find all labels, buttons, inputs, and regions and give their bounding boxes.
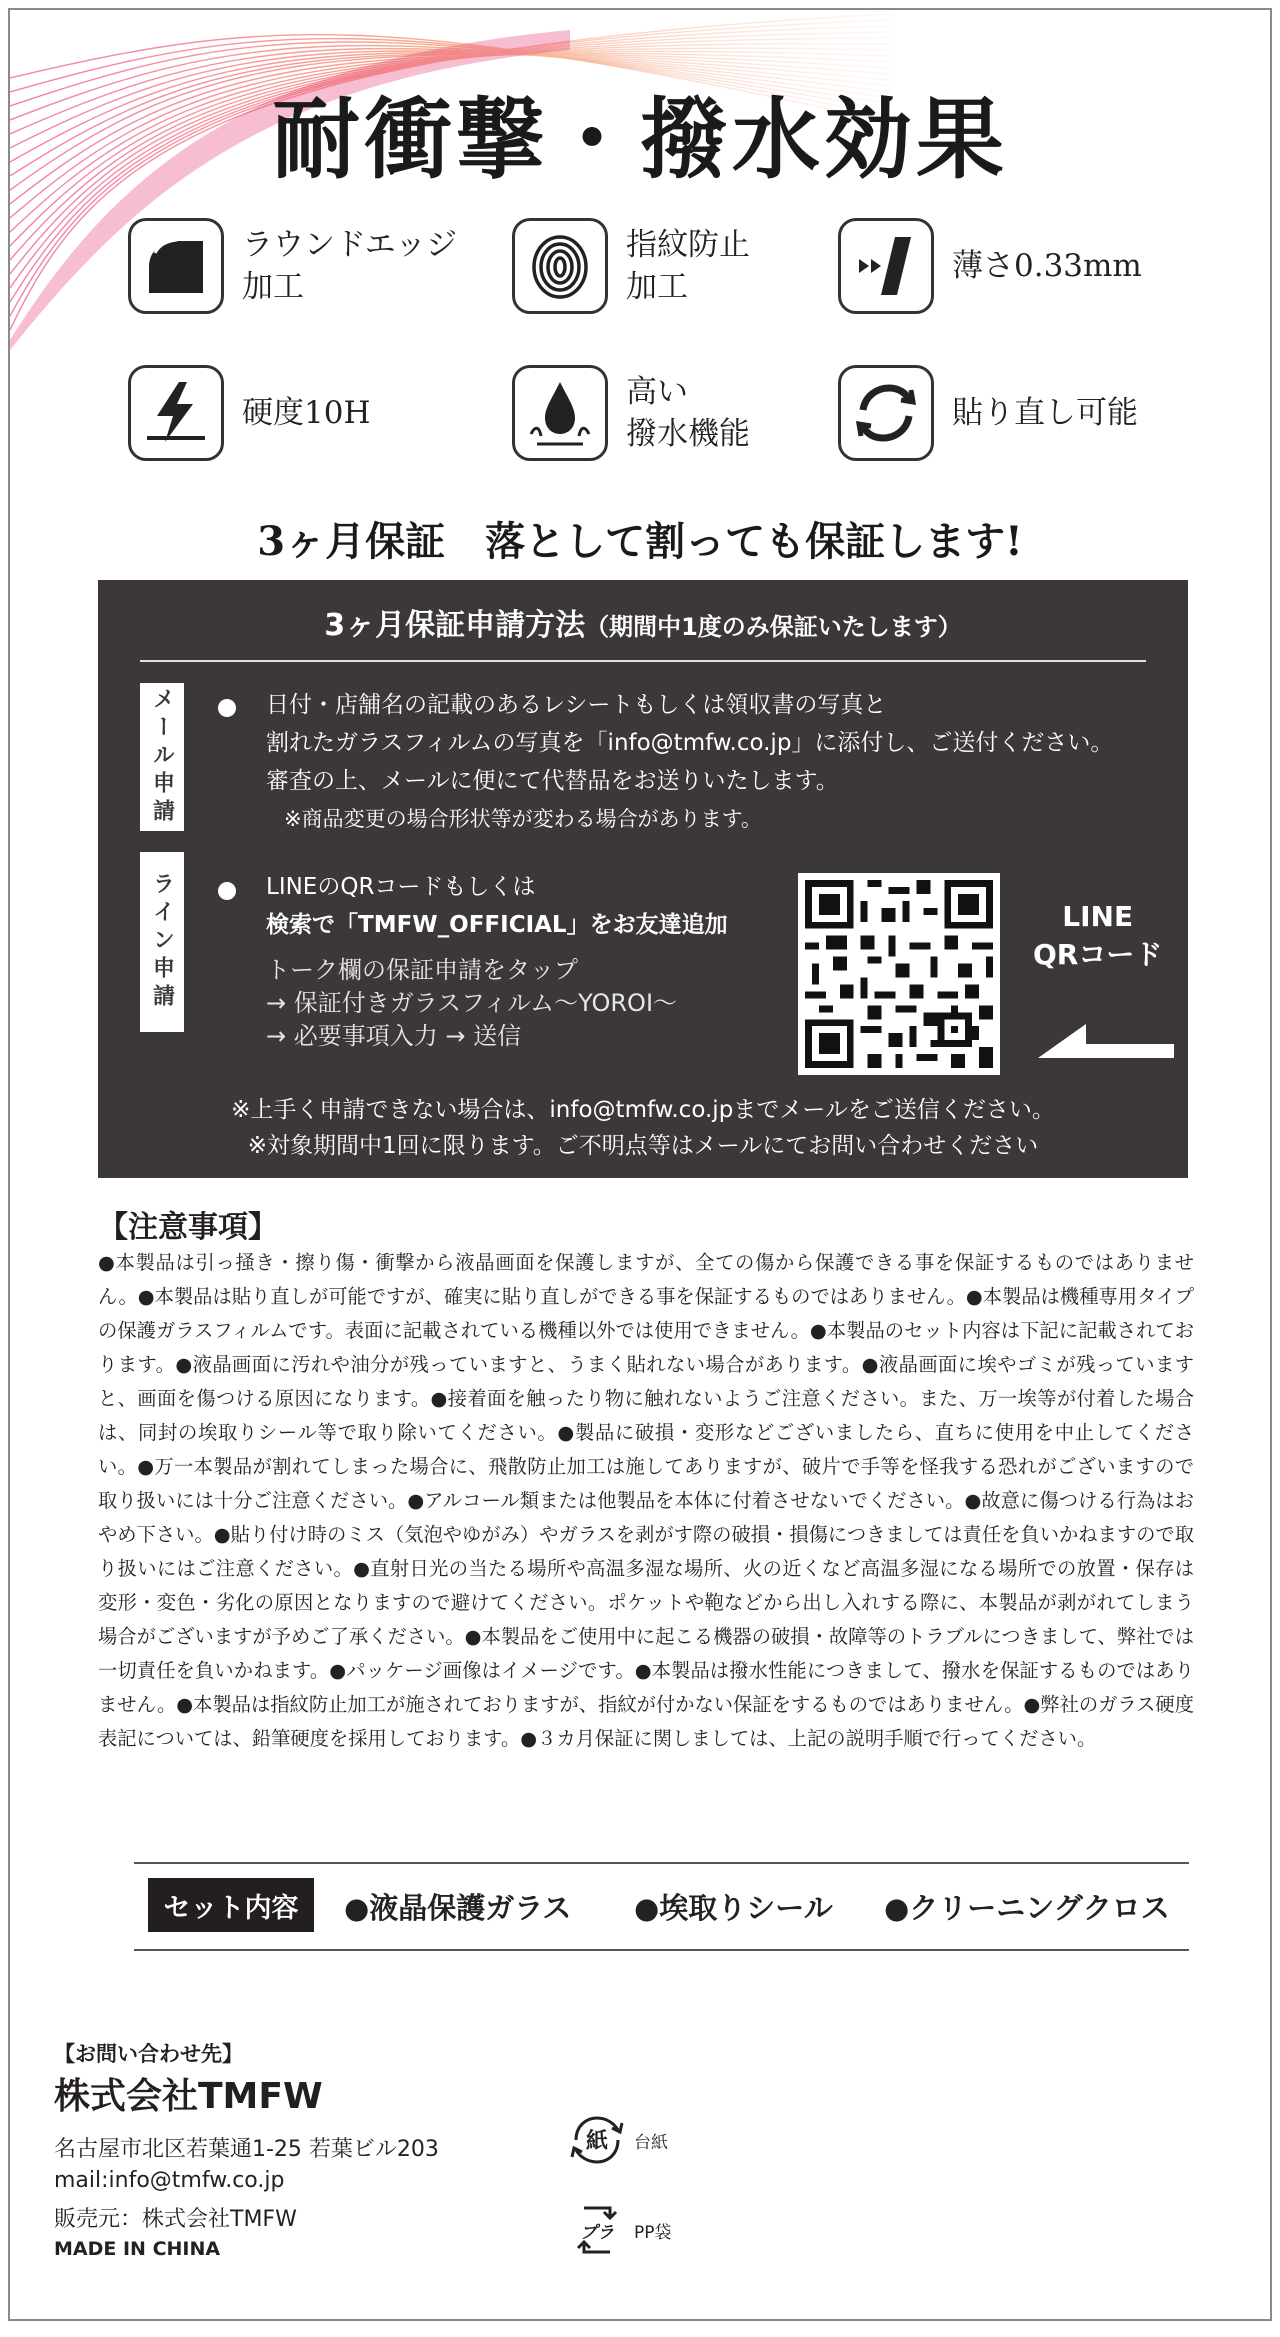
bullet-icon bbox=[218, 882, 236, 900]
plastic-symbol: プラ bbox=[580, 2223, 614, 2243]
set-item: ●クリーニングクロス bbox=[884, 1891, 1170, 1925]
footer-note: ※対象期間中1回に限ります。ご不明点等はメールにてお問い合わせください bbox=[247, 1133, 1039, 1159]
qr-label bbox=[1033, 898, 1162, 974]
qr-label-line: LINE bbox=[1062, 900, 1134, 933]
contact-heading: 【お問い合わせ先】 bbox=[54, 2042, 243, 2066]
paper-mark-label: 台紙 bbox=[634, 2132, 668, 2153]
paper-symbol: 紙 bbox=[585, 2129, 609, 2154]
feature-hardness bbox=[128, 365, 370, 461]
paper-recycle-mark bbox=[564, 2110, 668, 2170]
contact-email[interactable]: mail:info@tmfw.co.jp bbox=[54, 2168, 285, 2193]
line-step: → 保証付きガラスフィルム〜YOROI〜 bbox=[266, 989, 678, 1017]
arrow-left-icon bbox=[1038, 1020, 1174, 1060]
package-back bbox=[8, 8, 1272, 2321]
line-instructions bbox=[266, 868, 728, 944]
plastic-mark-label: PP袋 bbox=[634, 2222, 672, 2243]
warranty-box-notes bbox=[98, 1092, 1188, 1164]
feature-label: 貼り直し可能 bbox=[952, 395, 1138, 431]
mail-instructions bbox=[266, 686, 1113, 838]
set-contents-tag: セット内容 bbox=[148, 1878, 314, 1932]
feature-label: 指紋防止 加工 bbox=[626, 227, 750, 305]
lightning-hardness-icon bbox=[128, 365, 224, 461]
feature-label: 薄さ0.33mm bbox=[952, 248, 1142, 284]
feature-round-edge bbox=[128, 218, 457, 314]
line-step: トーク欄の保証申請をタップ bbox=[266, 956, 578, 984]
mail-line: 割れたガラスフィルムの写真を「info@tmfw.co.jp」に添付し、ご送付ください。 bbox=[266, 730, 1114, 756]
warranty-box-title bbox=[98, 600, 1188, 644]
origin: MADE IN CHINA bbox=[54, 2238, 221, 2260]
company-address: 名古屋市北区若葉通1-25 若葉ビル203 bbox=[54, 2137, 439, 2162]
mail-note: ※商品変更の場合形状等が変わる場合があります。 bbox=[284, 807, 762, 831]
line-qr-code[interactable] bbox=[798, 873, 1000, 1075]
round-edge-icon bbox=[128, 218, 224, 314]
fingerprint-icon bbox=[512, 218, 608, 314]
feature-reapply bbox=[838, 365, 1138, 461]
mail-line: 審査の上、メールに便にて代替品をお送りいたします。 bbox=[266, 768, 839, 794]
plastic-recycle-icon bbox=[564, 2200, 630, 2260]
line-line: LINEのQRコードもしくは bbox=[266, 874, 536, 900]
footer-note: ※上手く申請できない場合は、info@tmfw.co.jpまでメールをご送信ください。 bbox=[231, 1097, 1055, 1123]
set-item: ●液晶保護ガラス bbox=[344, 1891, 572, 1925]
water-drop-icon bbox=[512, 365, 608, 461]
set-contents-row bbox=[134, 1862, 1189, 1951]
feature-fingerprint bbox=[512, 218, 750, 314]
seller: 販売元：株式会社TMFW bbox=[54, 2207, 297, 2232]
warranty-application-box bbox=[98, 580, 1188, 1178]
feature-label: 硬度10H bbox=[242, 395, 371, 431]
warranty-box-title-text: 3ヶ月保証申請方法 bbox=[324, 608, 586, 643]
paper-recycle-icon bbox=[564, 2110, 630, 2170]
qr-label-line: QRコード bbox=[1033, 938, 1163, 971]
mail-application-tag: メール申請 bbox=[140, 683, 184, 831]
thin-film-icon bbox=[838, 218, 934, 314]
notes-body: ●本製品は引っ掻き・擦り傷・衝撃から液晶画面を保護しますが、全ての傷から保護できる事を保証するものではありません。●本製品は貼り直しが可能ですが、確実に貼り直しができる事を保証するものではありません。●本製品は機種専用タイプの保護ガラスフィルムです。表面に記載されている機種以外では使用できません。●本製品のセット内容は下記に記載されております。●液晶画面に汚れや油分が残っていますと、うまく貼れない場合があります。●液晶画面に埃やゴミが残っていますと、画面を傷つける原因になります。●接着面を触ったり物に触れないようご注意ください。また、万一埃等が付着した場合は、同封の埃取りシール等で取り除いてください。●製品に破損・変形などございましたら、直ちに使用を中止してください。●万一本製品が割れてしまった場合に、飛散防止加工は施してありますが、破片で手等を怪我する恐れがございますので取り扱いには十分ご注意ください。●アルコール類または他製品を本体に付着させないでください。●故意に傷つける行為はおやめ下さい。●貼り付け時のミス（気泡やゆがみ）やガラスを剥がす際の破損・損傷につきましては責任を負いかねますので取り扱いにはご注意ください。●直射日光の当たる場所や高温多湿な場所、火の近くなど高温多湿になる場所での放置・保存は変形・変色・劣化の原因となりますので避けてください。ポケットや鞄などから出し入れする際に、本製品が剥がれてしまう場合がございますが予めご了承ください。●本製品をご使用中に起こる機器の破損・故障等のトラブルにつきまして、弊社では一切責任を負いかねます。●パッケージ画像はイメージです。●本製品は撥水性能につきまして、撥水を保証するものではありません。●本製品は指紋防止加工が施されておりますが、指紋が付かない保証をするものではありません。●弊社のガラス硬度表記については、鉛筆硬度を採用しております。●３カ月保証に関しましては、上記の説明手順で行ってください。 bbox=[98, 1251, 1194, 1750]
plastic-recycle-mark bbox=[564, 2200, 672, 2260]
mail-line: 日付・店舗名の記載のあるレシートもしくは領収書の写真と bbox=[266, 692, 887, 718]
feature-thin bbox=[838, 218, 1142, 314]
line-application-tag: ライン申請 bbox=[140, 852, 184, 1032]
line-steps bbox=[266, 954, 677, 1053]
bullet-icon bbox=[218, 699, 236, 717]
refresh-icon bbox=[838, 365, 934, 461]
page-title: 耐衝撃・撥水効果 bbox=[271, 87, 1008, 191]
warranty-box-title-note: （期間中1度のみ保証いたします） bbox=[585, 613, 962, 641]
line-line: 検索で「TMFW_OFFICIAL」をお友達追加 bbox=[266, 912, 728, 938]
feature-label: ラウンドエッジ 加工 bbox=[242, 227, 458, 305]
divider bbox=[140, 660, 1146, 662]
feature-water-repellent bbox=[512, 365, 750, 461]
notes-heading: 【注意事項】 bbox=[98, 1210, 278, 1245]
set-item: ●埃取りシール bbox=[634, 1891, 833, 1925]
warranty-banner: 3ヶ月保証 落として割っても保証します! bbox=[257, 518, 1023, 565]
line-step: → 必要事項入力 → 送信 bbox=[266, 1022, 522, 1050]
company-name: 株式会社TMFW bbox=[54, 2076, 323, 2117]
feature-label: 高い 撥水機能 bbox=[626, 374, 750, 452]
